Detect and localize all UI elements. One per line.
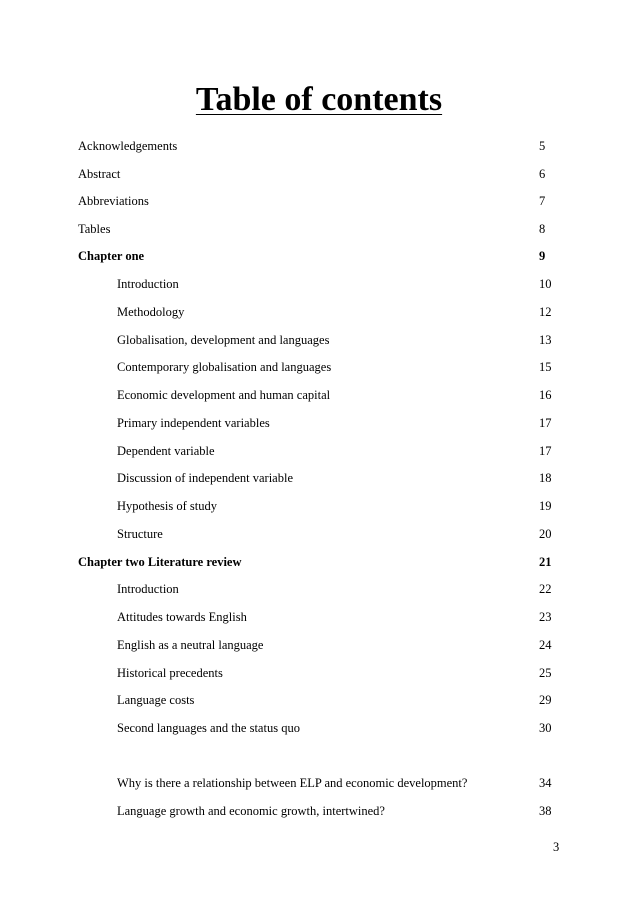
toc-entry[interactable]: [0, 663, 638, 683]
toc-chapter-entry[interactable]: [0, 246, 638, 266]
toc-entry-page: 24: [539, 638, 552, 652]
page-title: [0, 80, 638, 120]
toc-entry[interactable]: [0, 607, 638, 627]
toc-entry-page: 8: [539, 222, 546, 236]
toc-entry-page: 15: [539, 360, 552, 374]
toc-chapter-entry[interactable]: [0, 552, 638, 572]
toc-entry[interactable]: [0, 524, 638, 544]
toc-entry-label: Acknowledgements: [78, 139, 178, 153]
title-text: Table of contents: [195, 81, 443, 118]
toc-entry[interactable]: [0, 718, 638, 738]
toc-entry[interactable]: [0, 274, 638, 294]
toc-entry-page: 17: [539, 444, 552, 458]
toc-entry[interactable]: [0, 136, 638, 156]
toc-entry[interactable]: [0, 690, 638, 710]
toc-entry[interactable]: [0, 496, 638, 516]
toc-entry-label: Second languages and the status quo: [117, 721, 300, 735]
toc-entry-page: 13: [539, 333, 552, 347]
toc-entry[interactable]: [0, 330, 638, 350]
toc-entry-label: Primary independent variables: [117, 416, 270, 430]
toc-entry-page: 25: [539, 666, 552, 680]
toc-entry[interactable]: [0, 773, 638, 793]
toc-entry-page: 17: [539, 416, 552, 430]
toc-entry-page: 34: [539, 776, 552, 790]
toc-entry-label: Language growth and economic growth, intertwined?: [117, 804, 385, 818]
toc-entry-page: 21: [539, 555, 552, 569]
toc-entry-page: 38: [539, 804, 552, 818]
toc-entry[interactable]: [0, 385, 638, 405]
toc-entry-label: Historical precedents: [117, 666, 223, 680]
toc-entry[interactable]: [0, 302, 638, 322]
toc-entry-page: 20: [539, 527, 552, 541]
toc-entry-page: 19: [539, 499, 552, 513]
toc-entry-label: Why is there a relationship between ELP and economic development?: [117, 776, 468, 790]
page-number: 3: [553, 840, 560, 854]
toc-entry-label: Globalisation, development and languages: [117, 333, 330, 347]
toc-entry-label: Discussion of independent variable: [117, 471, 293, 485]
toc-entry-page: 9: [539, 249, 546, 263]
toc-entry-page: 12: [539, 305, 552, 319]
toc-entry-label: Chapter one: [78, 249, 145, 263]
toc-entry[interactable]: [0, 801, 638, 821]
toc-entry[interactable]: [0, 579, 638, 599]
toc-entry[interactable]: [0, 357, 638, 377]
toc-entry-label: Methodology: [117, 305, 185, 319]
toc-entry-label: Dependent variable: [117, 444, 215, 458]
toc-entry-page: 30: [539, 721, 552, 735]
toc-entry-page: 23: [539, 610, 552, 624]
toc-entry[interactable]: [0, 468, 638, 488]
toc-entry[interactable]: [0, 219, 638, 239]
toc-entry-label: Attitudes towards English: [117, 610, 247, 624]
toc-entry[interactable]: [0, 164, 638, 184]
toc-entry-page: 5: [539, 139, 546, 153]
toc-entry-label: Economic development and human capital: [117, 388, 331, 402]
toc-entry-page: 16: [539, 388, 552, 402]
toc-entry[interactable]: [0, 635, 638, 655]
toc-entry-page: 29: [539, 693, 552, 707]
toc-entry-label: English as a neutral language: [117, 638, 264, 652]
toc-entry[interactable]: [0, 441, 638, 461]
toc-entry[interactable]: [0, 413, 638, 433]
toc-entry-label: Contemporary globalisation and languages: [117, 360, 332, 374]
toc-entry-label: Abbreviations: [78, 194, 149, 208]
toc-entry-label: Tables: [78, 222, 111, 236]
toc-entry-label: Introduction: [117, 277, 179, 291]
toc-entry-label: Hypothesis of study: [117, 499, 217, 513]
toc-entry-label: Language costs: [117, 693, 195, 707]
toc-entry-page: 6: [539, 167, 546, 181]
toc-entry-page: 22: [539, 582, 552, 596]
toc-entry-label: Abstract: [78, 167, 121, 181]
toc-entry-page: 7: [539, 194, 546, 208]
toc-entry[interactable]: [0, 191, 638, 211]
toc-entry-page: 18: [539, 471, 552, 485]
toc-entry-page: 10: [539, 277, 552, 291]
toc-entry-label: Structure: [117, 527, 163, 541]
toc-entry-label: Chapter two Literature review: [78, 555, 242, 569]
toc-entry-label: Introduction: [117, 582, 179, 596]
